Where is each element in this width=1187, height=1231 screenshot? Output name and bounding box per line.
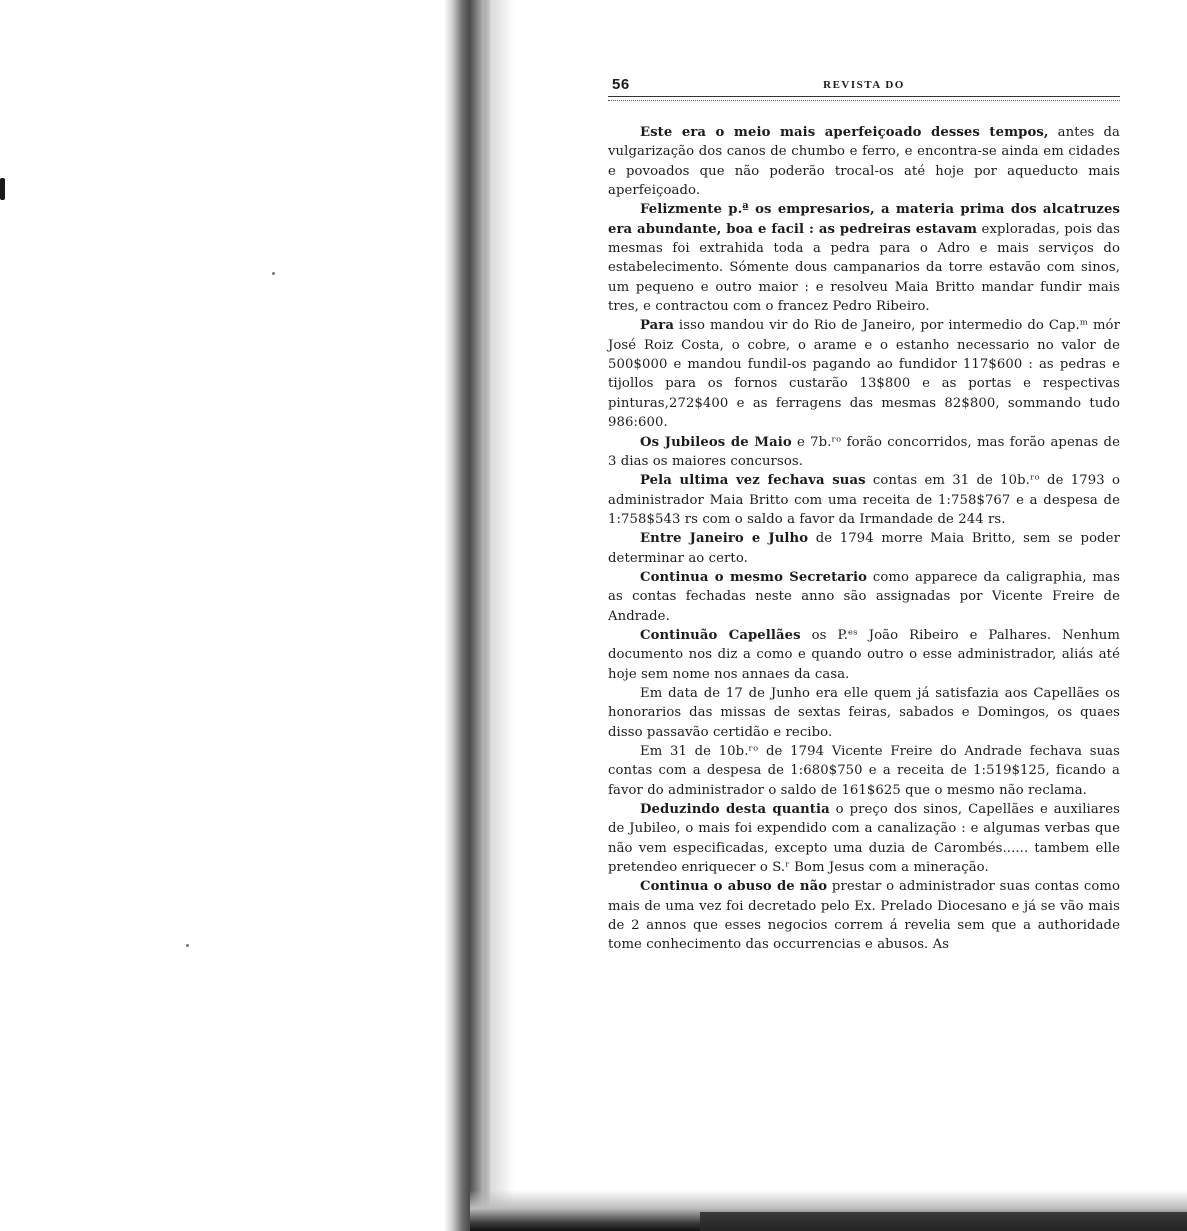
paragraph-text: isso mandou vir do Rio de Janeiro, por intermedio do Cap.ᵐ mór José Roiz Costa, o cobre, o arame e o estanho necessario no valor de 500$000 e mandou fundil-os pagando ao fundidor 117$600 : as pedras e tijollos para os fornos custarão 13$800 e as portas e respectivas pinturas,272$400 e as ferragens das mesmas 82$800, sommando tudo 986:600. — [608, 318, 1120, 431]
paragraph-text: como apparece da caligraphia, mas as contas fechadas neste anno são assignadas por Vicente Freire de Andrade. — [608, 569, 1120, 624]
bottom-edge-dark-band — [700, 1212, 1187, 1231]
paragraph — [608, 316, 1120, 432]
body-text — [608, 123, 1120, 955]
page-number: 56 — [612, 76, 630, 93]
paragraph — [608, 200, 1120, 316]
paragraph-text: e 7b.ʳᵒ forão concorridos, mas forão apenas de 3 dias os maiores concursos. — [608, 434, 1120, 469]
paragraph — [608, 433, 1120, 472]
paragraph — [608, 742, 1120, 800]
paragraph-text: Em 31 de 10b.ʳᵒ de 1794 Vicente Freire do Andrade fechava suas contas com a despesa de 1:680$750 e a receita de 1:519$125, ficando a favor do administrador o saldo de 161$625 que o mesmo não reclama. — [608, 744, 1120, 798]
paragraph-lead: Felizmente p.ª os empresarios, a materia prima dos alcatruzes era abundante, boa e facil : as pedreiras estavam — [608, 202, 1120, 237]
paragraph-lead: Continuão Capellães — [640, 627, 801, 643]
gutter-shade — [484, 0, 514, 1231]
paragraph-text: antes da vulgarização dos canos de chumbo e ferro, e encontra-se ainda em cidades e povoados que não poderão trocal-os até hoje por aqueducto mais aperfeiçoado. — [608, 125, 1120, 199]
paragraph-lead: Este era o meio mais aperfeiçoado desses tempos, — [640, 125, 1049, 140]
header-rule — [608, 96, 1120, 101]
paragraph — [608, 626, 1120, 684]
running-head: REVISTA DO — [823, 79, 905, 91]
paragraph — [608, 471, 1120, 529]
paragraph-text: os P.ᵉˢ João Ribeiro e Palhares. Nenhum documento nos diz a como e quando outro o esse administrador, aliás até hoje sem nome nos annaes da casa. — [608, 627, 1120, 682]
paragraph-text: Em data de 17 de Junho era elle quem já satisfazia aos Capellães os honorarios das missas de sextas feiras, sabados e Domingos, os quaes disso passavão certidão e recibo. — [608, 685, 1120, 740]
left-page-edge-mark — [0, 178, 5, 200]
paragraph-lead: Continua o abuso de não — [640, 879, 828, 895]
paragraph-lead: Entre Janeiro e Julho — [640, 531, 809, 547]
paragraph-lead: Deduzindo desta quantia — [640, 802, 830, 818]
left-page-speck — [186, 944, 189, 947]
paragraph-text: o preço dos sinos, Capellães e auxiliares de Jubileo, o mais foi expendido com a canalização : e algumas verbas que não vem especificadas, excepto uma duzia de Carombés...... tambem elle pretendeo enriquecer o S.ʳ Bom Jesus com a mineração. — [608, 802, 1120, 876]
paragraph-text: exploradas, pois das mesmas foi extrahida toda a pedra para o Adro e mais serviços do estabelecimento. Sómente dous campanarios da torre estavão com sinos, um pequeno e outro maior : e resolveu Maia Britto mandar fundir mais tres, e contractou com o francez Pedro Ribeiro. — [608, 221, 1120, 315]
paragraph-lead: Pela ultima vez fechava suas — [640, 473, 866, 489]
paragraph — [608, 684, 1120, 742]
paragraph — [608, 568, 1120, 626]
paragraph — [608, 877, 1120, 954]
left-page-speck — [272, 272, 275, 275]
paragraph — [608, 529, 1120, 568]
paragraph-text: de 1794 morre Maia Britto, sem se poder determinar ao certo. — [608, 531, 1120, 566]
paragraph — [608, 123, 1120, 200]
paragraph — [608, 800, 1120, 877]
paragraph-text: prestar o administrador suas contas como mais de uma vez foi decretado pelo Ex. Prelado Diocesano e já se vão mais de 2 annos que esses negocios correm á revelia sem que a authoridade tome conhecimento das occurrencias e abusos. As — [608, 879, 1120, 953]
paragraph-lead: Para — [640, 318, 674, 334]
page-header — [608, 74, 1120, 94]
paragraph-lead: Os Jubileos de Maio — [640, 434, 792, 450]
paragraph-lead: Continua o mesmo Secretario — [640, 569, 867, 585]
paragraph-text: contas em 31 de 10b.ʳᵒ de 1793 o administrador Maia Britto com uma receita de 1:758$767 e a despesa de 1:758$543 rs com o saldo a favor da Irmandade de 244 rs. — [608, 473, 1120, 527]
right-page — [608, 74, 1120, 955]
